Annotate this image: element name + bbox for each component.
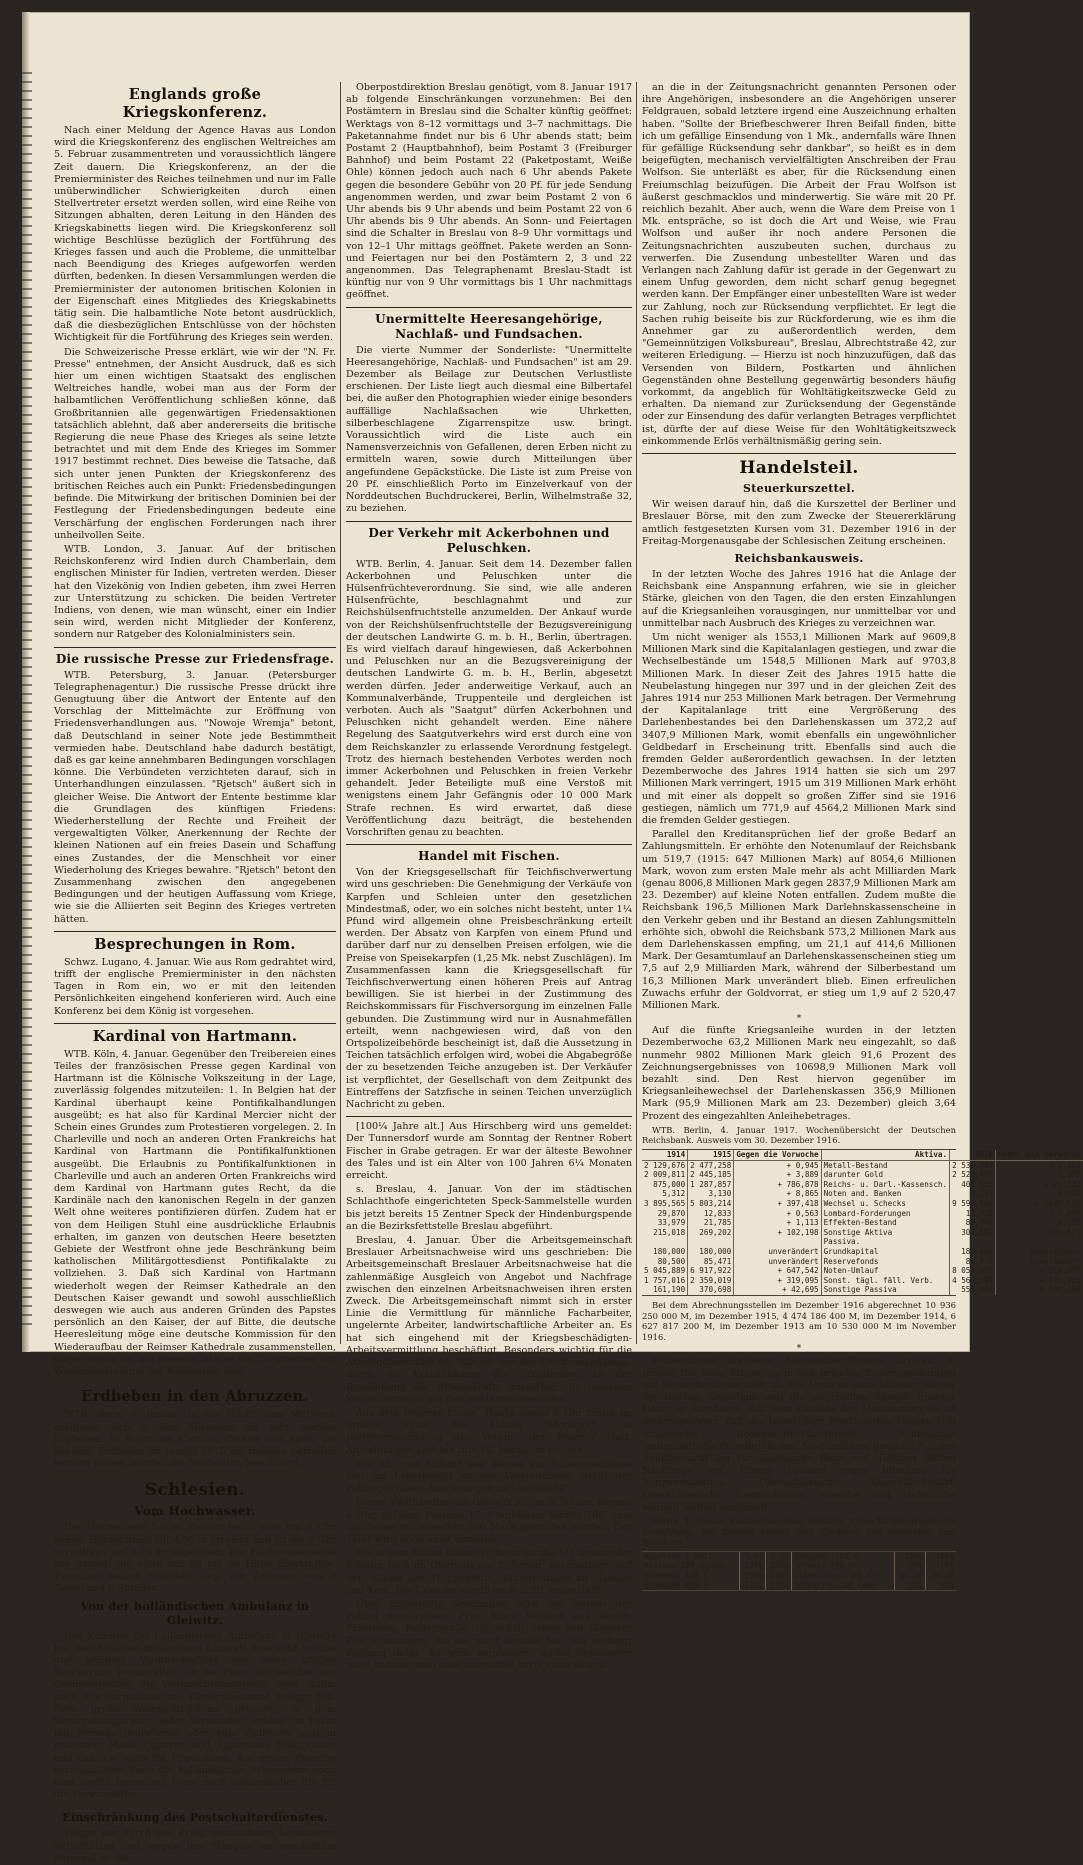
- table-cell: 180,000: [950, 1247, 996, 1257]
- table-header-cell: 1914: [642, 1150, 688, 1160]
- table-footnote: Bei dem Abrechnungsstellen im Dezember 1916 abgerechnet 10 936 250 000 M, im Dezember 1915, 4 474 186 400 M, im Dezember 1914, 6 627 817 200 M, im Dezember 1913 am 10 530 000 M im November 1916.: [642, 1299, 956, 1342]
- table-body: [642, 1552, 956, 1590]
- headline-russische-presse: Die russische Presse zur Friedensfrage.: [55, 651, 335, 666]
- table-cell: Schweiz 100 Fr.: [791, 1561, 894, 1571]
- reichsbank-table: [642, 1150, 1083, 1295]
- table-cell: 171¾: [765, 1581, 791, 1591]
- table-cell: 21,785: [688, 1218, 734, 1228]
- table-cell: 9 590,568: [950, 1199, 996, 1209]
- table-cell: 5,55: [765, 1552, 791, 1562]
- table-cell: 89,749: [950, 1218, 996, 1228]
- table-cell: Reservefonds: [821, 1257, 949, 1267]
- table-cell: + 397,418: [734, 1199, 821, 1209]
- table-cell: Norwegen 100 Kr.: [791, 1552, 894, 1562]
- article-paragraph: Die vierte Nummer der Sonderliste: "Unermittelte Heeresangehörige, Nachlaß- und Fundsachen" ist am 29. Dezember als Beilage zur Deutschen Verlustliste erschienen. Der Liste liegt auch diesmal eine Bilbertafel bei, die außer den Photographien wieder einige besonders auffällige Nachlaßsachen wie Uhrketten, silberbeschlagene Zigarrenspitze usw. bringt. Voraussichtlich wird die Liste auch ein Namensverzeichnis von Gefallenen, deren Erben nicht zu ermitteln waren, sowie durch Mitteilungen über angefundene Gepäckstücke. Die Liste ist zum Preise von 20 Pf. einschließlich Porto im Einzelverkauf von der Norddeutschen Buchdruckerei, Berlin, Wilhelmstraße 32, zu beziehen.: [346, 344, 632, 515]
- article-divider: [346, 1116, 632, 1117]
- table-row: [642, 1266, 1083, 1276]
- table-caption: WTB. Berlin, 4. Januar 1917. Wochenübersicht der Deutschen Reichsbank. Ausweis vom 30. Dezember 1916.: [642, 1124, 956, 1146]
- column-1: [54, 82, 336, 1864]
- table-cell: 2 129,676: [644, 1160, 686, 1170]
- table-cell: [688, 1237, 734, 1247]
- article-paragraph: Die Schweizerische Presse erklärt, wie wir der "N. Fr. Presse" entnehmen, der Ansicht Ausdruck, daß es sich hier um einen wichtigen Staatsakt des englischen Weltreiches handle, wobei man aus der Form der halbamtlichen Veröffentlichung schließen könne, daß Großbritannien alle gegenwärtigen Friedensaktionen tatsächlich ablehnt, daß aber andererseits die britische Regierung die neue Phase des Krieges als seine letzte betrachtet und mit dem Ende des Krieges im Sommer 1917 bestimmt rechnet. Dies beweise die Tatsache, daß sich unter jenen Punkten der Kriegskonferenz des britischen Reiches auch ein Punkt: Friedensbedingungen befinde. Die Mitwirkung der britischen Dominien bei der Festlegung der Friedensbedingungen bedeute eine Verschärfung der englischen Forderungen nach ihrer unheilvollen Seite.: [54, 346, 336, 541]
- table-cell: Öster.-Ung. 100 Kr.: [791, 1571, 894, 1581]
- table-cell: Grundkapital: [821, 1247, 949, 1257]
- table-cell: + 1,113: [734, 1218, 821, 1228]
- headline-ackerbohnen-peluschken: Der Verkehr mit Ackerbohnen und Peluschken.: [368, 525, 610, 555]
- article-paragraph: Um nicht weniger als 1553,1 Millionen Mark auf 9609,8 Millionen Mark sind die Kapitalanlagen gestiegen, und zwar die Wechselbestände um 1548,5 Millionen Mark auf 9703,8 Millionen Mark. In dieser Zeit des Jahres 1915 hatte die Neubelastung hingegen nur 397 und in der gleichen Zeit des Jahres 1914 nur 253 Millionen Mark betragen. Der Vermehrung der Kapitalanlage tritt eine Vergrößerung des Darlehenbestandes bei den Darlehenskassen um 372,2 auf 3407,9 Millionen Mark, womit ebenfalls ein ungewöhnlicher Geldbedarf in Erscheinung tritt. Ebenfalls sind auch die fremden Gelder außerordentlich gewachsen. In der letzten Dezemberwoche des Jahres 1914 hatten sie sich um 297 Millionen Mark verringert, 1915 um 319 Millionen Mark erhöht und mit einer als doppelt so großen Ziffer sind sie 1916 gestiegen, nämlich um 771,9 auf 4564,2 Millionen Mark sind die fremden Gelder gestiegen.: [642, 631, 956, 826]
- article-paragraph: Wegen der durch den Krieg geschaffenen besonderen Verhältnisse und wegen des Mangels an geschultem Personal ist die: [54, 1828, 336, 1864]
- headline-erdbeben-abruzzen: Erdbeben in den Abruzzen.: [81, 1388, 309, 1406]
- table-cell: 235¼: [765, 1561, 791, 1571]
- table-cell: unverändert: [996, 1257, 1083, 1267]
- table-cell: Bulgarien 100 Lewa: [791, 1581, 894, 1591]
- table-header-cell: Gegen die Vorwoche: [734, 1150, 821, 1160]
- table-cell: 12,833: [688, 1209, 734, 1219]
- article-divider: [346, 307, 632, 308]
- article-paragraph: Das Komitee der holländischen Ambulanz in Gleiwitz hat den Soldaten im dortigen Lazarett eine sehr schöne und würdige Weihnachtsfeier mit einer großen Bescherung veranstaltet. An der Feier, bei welcher der Garnisonpfarrer die Weihnachtsansprache hielt, nahm auch der Garnisonälteste, Generalleutnant Krieger teil. Zwei große Weihnachtsbäume brannten in dem Versammlungsraum. Jeder Verwundete erhielt ein Paket mit warmes Wollwhemd oder eine Wollweste und in reichstem Maße Zigarren und Zigaretten, Süßigkeiten und Gebäck; auch für Erquickung. Am ersten Feiertag veranstalteten bann die holländischen Schwestern noch eine zweite besondere Feier nach holländischer Art für die Verwundeten.: [54, 1630, 336, 1801]
- article-paragraph: Breslau, 4. Januar. Über die Arbeitsgemeinschaft Breslauer Arbeitsnachweise wird uns geschrieben: Die Arbeitsgemeinschaft Breslauer Arbeitsnachweise hat die zahlenmäßige Ausgleich von Angebot und Nachfrage zwischen den einzelnen Arbeitsnachweisen ihren ersten Zweck. Die Arbeitsgemeinschaft nimmt sich in erster Linie die Vermittlung für männliche Facharbeiter, ungelernte Arbeiter, landwirtschaftliche Arbeiter an. Es hat sich eingehend mit der Kriegsbeschädigten-Arbeitsvermittlung beschäftigt. Besonders wichtig für die Arbeitgeberschaft ist, daß sie von der Ortskrankenkasse, durch die Krankenkasse der Arbeitgeber, an der Beschaffung der Arbeitskräfte mitwirken. Es bestehen Vereinbarungen mit den Reklamationsstellen.: [346, 1235, 632, 1405]
- section-star-divider: *: [796, 1014, 802, 1025]
- article-paragraph: Von der Kriegsgesellschaft für Teichfischverwertung wird uns geschrieben: Die Genehmigung der Verkäufe von Karpfen und Schleien unter den gesetzlichen Mindestmaß, oder, wo ein solches nicht besteht, unter 1¼ Pfund wird allgemein ohne Preisbeschränkung erteilt werden. Der Absatz von Karpfen von einem Pfund und darüber darf nur zu denselben Preisen erfolgen, wie die Preise von Speisekarpfen (1,25 Mk. nebst Zuschlägen). Im Zusammenfassen kann die Kriegsgesellschaft für Teichfischverwertung einen höheren Preis auf Antrag bewilligen. Sie ist hierbei in der Zustimmung des Reichskommissars für Fischversorgung im einzelnen Falle gebunden. Die Zustimmung wird nur in Ausnahmefällen erteilt, wenn nachgewiesen wird, daß von den Ortspolizeibehörde bescheinigt ist, daß die Aussetzung in Teichen tatsächlich erfolgen wird, wobei die Abgabegröße der zu besetzenden Teiche anzugeben ist. Der Verkäufer ist verpflichtet, der Gesellschaft von dem Zeitpunkt des Eintreffens der Satzfische in seinen Teichen unverzüglich Nachricht zu geben.: [346, 867, 632, 1111]
- headline-reichsbankausweis: Reichsbankausweis.: [734, 551, 864, 565]
- table-cell: + 3,889: [734, 1170, 821, 1180]
- table-row: [642, 1571, 956, 1581]
- article-paragraph: Über unbestellte Sendungen wird uns seitens der Polizei geschrieben: Frau Klara Wolfson aus Berlin-Friedenau, Fehlerstraße 19, erhält schon seit längerer Zeit Sendungen, die sie nicht bestellt hat. Sie verlangt Zahlung dafür. Es wird empfohlen, solche Sendungen nicht anzunehmen oder uneröffnet zurückzuschicken.: [346, 1598, 632, 1671]
- facing-page-edge: [22, 72, 32, 1332]
- article-paragraph: Wir weisen darauf hin, daß die Kurszettel der Berliner und Breslauer Börse, mit den zum Zwecke der Steuererklärung amtlich festgesetzten Kursen vom 31. Dezember 1916 in der Freitag-Morgenausgabe der Schlesischen Zeitung erscheinen.: [642, 499, 956, 547]
- table-cell: Schweden 100 Kr.: [644, 1580, 718, 1590]
- article-paragraph: Nach einer Meldung der Agence Havas aus London wird die Kriegskonferenz des englischen Weltreiches am 5. Februar zusammentreten und voraussichtlich längere Zeit dauern. Die Kriegskonferenz, an der die Premierminister des Reiches teilnehmen und nur im Falle unüberwindlicher Schwierigkeiten durch einen Stellvertreter ersetzt werden sollen, wird eine Reihe von Sitzungen abhalten, deren Leitung in den Händen des Kriegskabinetts liegen wird. Die Kriegskonferenz soll wichtige Beschlüsse bezüglich der Fortführung des Krieges fassen und auch die Probleme, die unmittelbar nach Beendigung des Krieges aufgeworfen werden dürften, bedenken. In diesen Versammlungen werden die Premierminister der autonomen britischen Kolonien in der Eigenschaft eines Mitgliedes des Kriegskabinetts tätig sein. Die halbamtliche Note betont ausdrücklich, daß die diesbezüglichen Entschlüsse von der höchsten Wichtigkeit für die Fortführung des Krieges sein werden.: [54, 125, 336, 344]
- table-cell: 159¼: [739, 1571, 765, 1581]
- table-header-cell: Gegen die Vorwoche: [996, 1150, 1083, 1160]
- article-paragraph: WTB. Bern, 4. Januar. In der Nacht zum Mittwoch ereignete sich in den Abruzzen ein sehr starkes Erdbeben. In Avezzano, Cerchio, Celano und Ajelli, die bei dem Erdbeben im Januar 1915 am meisten betroffen worden waren, wurden die Neubauten beschädigt.: [54, 1409, 336, 1470]
- table-cell: + 21,142: [996, 1180, 1083, 1190]
- table-cell: + 0,945: [734, 1160, 821, 1170]
- table-cell: 234¾: [739, 1561, 765, 1571]
- table-header-cell: 1916: [950, 1150, 996, 1160]
- table-cell: 875,000: [653, 1179, 686, 1189]
- article-paragraph: Parallel den Kreditansprüchen lief der große Bedarf an Zahlungsmitteln. Er erhöhte den Notenumlauf der Reichsbank um 519,7 (1915: 647 Millionen Mark) auf 8054,6 Millionen Mark, wovon zum ersten Male mehr als acht Milliarden Mark (genau 8006,8 Millionen Mark gegen 2837,9 Millionen Mark am 23. Dezember) auf kleine Noten entfallen. Zudem mußte die Reichsbank 196,5 Millionen Mark Darlehnskassenscheine in den Verkehr geben und ihr Bestand an diesen Zahlungsmitteln erhöhte sich, obwohl die Reichsbank 573,2 Millionen Mark aus dem Darlehenskassen empfing, um 21,1 auf 414,6 Millionen Mark. Der Gesamtumlauf an Darlehenskassenscheinen stieg um 7,5 auf 2,9 Milliarden Mark, während der Silberbestand um 16,3 Millionen Mark unverändert blieb. Einen erfreulichen Zuwachs erfuhr der Goldvorrat, er stieg um 1,9 auf 2 520,47 Millionen Mark.: [642, 829, 956, 1012]
- table-cell: 161,190: [653, 1285, 686, 1295]
- article-divider: [54, 1475, 336, 1476]
- article-divider: [346, 521, 632, 522]
- table-cell: [642, 1237, 688, 1247]
- table-cell: + 771,913: [996, 1276, 1083, 1286]
- article-paragraph: Die An- und Abfahrt der Wagen am Schauspielhause und am Lobetheater zu den Vorstellungen erläßt der Polizeipräsident Anordnungen im "Amtsblatt".: [346, 1458, 632, 1495]
- table-cell: 555,845: [950, 1285, 996, 1295]
- table-cell: + 1,897: [996, 1170, 1083, 1180]
- table-row: [642, 1209, 1083, 1219]
- table-cell: 4 564,194: [950, 1276, 996, 1286]
- table-cell: 64,20: [894, 1571, 925, 1581]
- table-cell: + 519,676: [996, 1266, 1083, 1276]
- table-cell: Wechsel u. Schecks: [821, 1199, 949, 1209]
- section-star-divider: *: [796, 1344, 802, 1355]
- table-row: [642, 1552, 956, 1562]
- table-cell: 159¾: [765, 1571, 791, 1581]
- table-cell: 2 520,473: [950, 1170, 996, 1180]
- article-divider: [54, 1806, 336, 1807]
- table-cell: 2 009,811: [644, 1170, 686, 1180]
- headline-steuerkurszettel: Steuerkurszettel.: [743, 482, 855, 496]
- table-cell: + 42,695: [734, 1285, 821, 1295]
- table-cell: 2 445,185: [688, 1170, 734, 1180]
- table-cell: 85,471: [950, 1257, 996, 1267]
- table-header-row: [642, 1150, 1083, 1160]
- table-cell: 116¾: [925, 1561, 956, 1571]
- section-heading-schlesien: Schlesien.: [144, 1480, 246, 1501]
- table-cell: New-York 1 Doll.: [644, 1551, 718, 1561]
- article-divider: [642, 453, 956, 454]
- article-paragraph: Das Hochwasser hat in Ratibor heute früh um 6 Uhr seinen Höchststand mit 4,80 m erreicht und ist bis 8 Uhr vormittags auf 4,76 m abgefallen. Die Hochwasserwelle hat danach die erste um 20 cm an Höhe übertroffen. Zwischen beiden Scheiteln liegt ein Zeitraum von 3 Tagen und 8 Stunden.: [54, 1522, 336, 1595]
- article-divider: [54, 931, 336, 932]
- table-row: [642, 1247, 1083, 1257]
- article-paragraph: Aus dem Posener Lande. Heute abend 8 Uhr findet im großen Saale des Hotels "Monopol" die Jahresversammlung des Vereins der Posener statt. Anmeldungen sind bis zum 14. Januar zu richten.: [346, 1407, 632, 1456]
- headline-besprechungen-rom: Besprechungen in Rom.: [94, 935, 296, 953]
- article-paragraph: WTB. London, 3. Januar. Auf der britischen Reichskonferenz wird Indien durch Chamberlain, dem englischen Minister für Indien, vertreten werden. Dieser hat den Vizekönig von Indien gebeten, ihm zwei Herren zur Unterstützung zu schicken. Die beiden Vertreter Indiens, von denen, wie man wünscht, einer ein Indier sein wird, werden nicht Mitglieder der Konferenz, sondern nur Ratgeber des Kolonialministers sein.: [54, 543, 336, 641]
- table-cell: 269,202: [688, 1228, 734, 1238]
- table-cell: + 1,400: [996, 1160, 1083, 1170]
- table-cell: 29,870: [657, 1208, 686, 1218]
- column-3: [642, 82, 1081, 1590]
- table-cell: + 1548,533: [996, 1199, 1083, 1209]
- table-cell: + 786,878: [734, 1180, 821, 1190]
- headline-hochwasser: Vom Hochwasser.: [134, 1504, 256, 1519]
- table-cell: 1 287,857: [688, 1180, 734, 1190]
- table-row: [642, 1285, 1083, 1295]
- table-cell: [734, 1237, 821, 1247]
- table-cell: + 102,198: [734, 1228, 821, 1238]
- headline-englands-kriegskonferenz: Englands große Kriegskonferenz.: [122, 86, 268, 121]
- table-row: [642, 1237, 1083, 1247]
- table-row: [642, 1561, 956, 1571]
- table-cell: Passiva.: [821, 1237, 949, 1247]
- table-cell: Reichs- u. Darl.-Kassensch.: [821, 1180, 949, 1190]
- table-cell: 3,130: [688, 1189, 734, 1199]
- table-cell: — 3,029: [996, 1189, 1083, 1199]
- exchange-table: [642, 1552, 956, 1590]
- article-paragraph: Verbandsung Breslauer Börsenintereffenten. Breslau, 4. Januar. Die feste Stimmung in den privaten Zusammenkünften der Börsenbesucher hielt an. Die Ursache dazu bildeten wieder der flüssige Geldstand und die siegreichen Kämpfe unserer Heere in Rumänien. Aus dem Gebiete des Montanmarktes ist bemerkenswert; daß der heimischen Fondsmärkte zeigten sich schlesische Bodenkredit-Pfandbriefe, Schlesische landschaftliche Pfandbriefe und Stadtanleihen gesucht. Auf den Banktiemarkt lag für Sächsische Bank und Tielitzer Aktien Nachfrage vor. Erneut bestand reges Interesse für Bergwerksaktien. Oberschlesische Eisenbahnbedarf, Oberschlesische Eisenindustrie, Giesche und Hohenlohe wurden lebhaft gehandelt.: [642, 1355, 956, 1513]
- newspaper-page: [22, 12, 1081, 1864]
- table-cell: 2 359,019: [688, 1276, 734, 1286]
- table-cell: Metall-Bestand: [821, 1160, 949, 1170]
- table-cell: + 6,116: [996, 1218, 1083, 1228]
- table-cell: 165¾: [925, 1552, 956, 1562]
- headline-postschalterdienst: Einschränkung des Postschalterdienstes.: [62, 1811, 328, 1825]
- article-paragraph: s. Breslau, 4. Januar. Von der im städtischen Schlachthofe eingerichteten Speck-Sammelstelle wurden bis jetzt bereits 15 Zentner Speck der Hindenburgspende an die Bezirksfettstelle Breslau abgeführt.: [346, 1184, 632, 1232]
- table-cell: 79¼: [894, 1581, 925, 1591]
- table-cell: 5,312: [662, 1189, 686, 1199]
- table-cell: 64,30: [925, 1571, 956, 1581]
- table-cell: Holland 100 Gulden: [644, 1561, 727, 1571]
- table-row: [642, 1218, 1083, 1228]
- table-row: [642, 1189, 1083, 1199]
- table-row: [642, 1276, 1083, 1286]
- table-cell: Sonstige Aktiva: [821, 1228, 949, 1238]
- article-paragraph: In der letzten Woche des Jahres 1916 hat die Anlage der Reichsbank eine Anspannung erfahren, wie sie in gleicher Stärke, gleichen von den Tagen, die den ersten Einzahlungen auf die Kriegsanleihen vorausgingen, nur unmittelbar vor und unmittelbar nach Ausbruch des Krieges zu verzeichnen war.: [642, 568, 956, 629]
- table-cell: 215,018: [653, 1227, 686, 1237]
- table-cell: + 0,563: [734, 1209, 821, 1219]
- table-cell: Noten and. Banken: [821, 1189, 949, 1199]
- table-cell: + 101,189: [996, 1285, 1083, 1295]
- headline-handel-mit-fischen: Handel mit Fischen.: [418, 849, 560, 864]
- table-row: [642, 1257, 1083, 1267]
- table-cell: Noten-Umlauf: [821, 1266, 949, 1276]
- table-cell: [950, 1237, 996, 1247]
- table-cell: + 7,890: [996, 1209, 1083, 1219]
- table-cell: 5 803,214: [688, 1199, 734, 1209]
- article-divider: [54, 647, 336, 648]
- table-cell: Sonstige Passiva: [821, 1285, 949, 1295]
- table-cell: Dänemark 100 Kr.: [644, 1570, 718, 1580]
- table-cell: + 8,865: [734, 1189, 821, 1199]
- column-rule: [636, 82, 637, 1344]
- table-cell: unverändert: [734, 1247, 821, 1257]
- table-row: [642, 1581, 956, 1591]
- headline-kardinal-hartmann: Kardinal von Hartmann.: [92, 1027, 298, 1045]
- table-cell: 408,655: [950, 1180, 996, 1190]
- article-divider: [346, 844, 632, 845]
- table-row: [642, 1199, 1083, 1209]
- exchange-table-wrapper: [642, 1551, 956, 1591]
- table-cell: Effekten-Bestand: [821, 1218, 949, 1228]
- article-paragraph: WTB. Berlin, 4. Januar. Seit dem 14. Dezember fallen Ackerbohnen und Peluschken unter die Hülsenfrüchteverordnung. Sie sind, wie alle anderen Hülsenfrüchte, beschlagnahmt und zur Reichshülsenfruchtstelle anzumelden. Der Ankauf wurde von der Reichshülsenfruchtstelle der Bezugsvereinigung der deutschen Landwirte G. m. b. H., Berlin, übertragen. Es wird vielfach darauf hingewiesen, daß Ackerbohnen und Peluschken nur an die Bezugsvereinigung der deutschen Landwirte G. m. b. H., Berlin, abgesetzt werden dürfen. Jeder anderweitige Verkauf, auch an Kommunalverbände, Truppenteile und dergleichen ist verboten. Auch als "Saatgut" dürfen Ackerbohnen und Peluschken nicht gehandelt werden. Eine nähere Regelung des Saatgutverkehrs wird erst durch eine von dem Reichskanzler zu erlassende Verordnung festgelegt. Trotz des hiernach bestehenden Verbotes werden noch immer Ackerbohnen und Peluschken in freien Verkehr gehandelt. Jeder Beteiligte muß eine Verstoß mit wenigstens einem Jahr Gefängnis oder 10 000 Mark Strafe rechnen. Es wird erwartet, daß diese Veröffentlichung dazu beiträgt, die bestehenden Vorschriften genau zu beachten.: [346, 558, 632, 838]
- article-paragraph: WTB. Petersburg, 3. Januar. (Petersburger Telegraphenagentur.) Die russische Presse drückt ihre Genugtuung über die Antwort der Entente auf den Vorschlag der Mittelmächte zur Eröffnung von Friedensverhandlungen aus. "Nowoje Wremja" betont, daß Deutschland in seiner Note jede Bestimmtheit vermieden habe. Deutschland habe dadurch bestätigt, daß es gar keine annehmbaren Bedingungen vorschlagen könne. Die Verbündeten verzichteten darauf, sich in Unterhandlungen einzulassen. "Rjetsch" äußert sich in gleicher Weise. Die Antwort der Entente bestimme klar die Grundlagen des künftigen Friedens: Wiederherstellung der Rechte und Freiheit der vergewaltigten Völker, Anerkennung der Rechte der kleinen Nationen auf ein freies Dasein und Schaffung eines Zustandes, der die Menschheit vor einer Wiederholung des Krieges bewahre. "Rjetsch" betont den Zusammenhang zwischen den angegebenen Bedingungen und der heutigen Auffassung vom Kriege, wie sie die Alliierten seit Beginn des Krieges vertreten hätten.: [54, 669, 336, 925]
- table-cell: 6 917,922: [688, 1266, 734, 1276]
- column-2: [346, 82, 632, 1671]
- article-paragraph: Schwz. Lugano, 4. Januar. Wie aus Rom gedrahtet wird, trifft der englische Premierminister in den nächsten Tagen in Rom ein, wo er mit den leitenden Persönlichkeiten eingehend konferieren wird. Auch eine Konferenz bei dem König ist vorgesehen.: [54, 956, 336, 1017]
- headline-unermittelte-heeresangehoerige: Unermittelte Heeresangehörige, Nachlaß- und Fundsachen.: [375, 311, 603, 341]
- table-cell: 85,471: [688, 1257, 734, 1267]
- article-paragraph: an die in der Zeitungsnachricht genannten Personen oder ihre Angehörigen, insbesondere an die Angehörigen unserer Feldgrauen, sobald letztere irgend eine Auszeichnung erhalten haben. "Sollte der Briefbeschwerer Ihren Beifall finden, bitte ich um gefällige Einsendung von 1 Mk., andernfalls wäre Ihnen für gefällige Rücksendung sehr dankbar", so heißt es in dem beigefügten, mechanisch vervielfältigten Anschreiben der Frau Wolfson. Sie unterläßt es aber, für die Rücksendung einen Freiumschlag beizufügen. Die Arbeit der Frau Wolfson ist äußerst geschmacklos und minderwertig. Sie wäre mit 20 Pf. reichlich bezahlt. Aber auch, wenn die Ware dem Preise von 1 Mk. entspräche, so ist doch die Art und Weise, wie Frau Wolfson und außer ihr noch andere Personen die Zeitungsnachrichten auszubeuten suchen, durchaus zu verwerfen. Die Zusendung unbestellter Waren und das Verlangen nach Zahlung dafür ist gerade in der Gegenwart zu einem Unfug geworden, dem nicht scharf genug begegnet werden kann. Der Empfänger einer unbestellten Ware ist weder zur Zahlung, noch zur Rücksendung verpflichtet. Er legt die Sachen ruhig beiseite bis zur Rückforderung, wie es ihm die Annehmer gar zu außerordentlich werden, dem "Gemeinnützigen Volksbureau", Breslau, Albrechtstraße 42, zur weiteren Erledigung. — Hierzu ist noch hinzuzufügen, daß das Versenden von Bildern, Postkarten und ähnlichen Gegenständen ohne Bestellung gegenwärtig besonders häufig vorkommt, da angeblich für Wohltätigkeitszwecke Geld zu erhalten. Da niemand zur Zurücksendung der Gegenstände oder zur Einsendung des dafür verlangten Betrages verpflichtet ist, dürfte der auf diese Weise für den Wohltätigkeitszweck einkommende Erlös verhältnismäßig gering sein.: [642, 82, 956, 447]
- article-paragraph: WTB. Köln, 4. Januar. Gegenüber den Treibereien eines Teiles der französischen Presse gegen Kardinal von Hartmann ist die Kölnische Volkszeitung in der Lage, zuverlässig folgendes mitzuteilen: 1. In Belgien hat der Kardinal überhaupt keine Pontifikalhandlungen ausgeübt; es hat also für Kardinal Mercier nicht der Schein eines Grundes zum Protestieren vorgelegen. 2. In Charleville und noch an anderen Orten Frankreichs hat Kardinal von Hartmann die Pontifikalfunktionen ausgeübt. Die Erlaubnis zu Pontifikalfunktionen in Charleville und auch an anderen Orten Frankreichs wird dem Kardinal von Hartmann gutes Recht, da die Kardinäle nach den kanonischen Regeln in der ganzen Welt ohne weiteres pontifizieren dürfen. Zudem hat er von dem Heiligen Stuhl eine ausdrückliche Erlaubnis erhalten, im ganzen von deutschen Heere besetzten Gebiete der Westfront ohne jede Beschränkung beim katholischen Militärgottesdienst Pontifikalakte zu vollziehen. 3. Daß sich Kardinal von Hartmann wiederholt wegen der Reimser Kathedrale an den Deutschen Kaiser gewandt und sowohl ausschließlich deswegen wie auch aus anderen Gründen des Papstes persönlich an den Kaiser, der auf Bitte, die deutsche Heeresleitung möge eine deutsche Kommission für den Wiederaufbau der Reimser Kathedrale zusammenstellen, eingegangen ist, das beweist, daß er ein Fürsprecher der Wiederherstellung der Kathedrale war.: [54, 1048, 336, 1378]
- table-cell: 165½: [894, 1552, 925, 1562]
- table-cell: + 319,095: [734, 1276, 821, 1286]
- headline-hollaendische-ambulanz: Von der holländischen Ambulanz in Gleiwitz.: [80, 1599, 310, 1627]
- article-divider: [54, 1383, 336, 1384]
- table-cell: Sonst. tägl. fäll. Verb.: [821, 1276, 949, 1286]
- table-cell: 171¼: [739, 1581, 765, 1591]
- table-cell: 1 757,016: [644, 1275, 686, 1285]
- table-cell: 307,582: [950, 1228, 996, 1238]
- table-cell: 3 895,565: [644, 1199, 686, 1208]
- article-paragraph: Auf die fünfte Kriegsanleihe wurden in der letzten Dezemberwoche 63,2 Millionen Mark neu eingezahlt, so daß nunmehr 9802 Millionen Mark gleich 91,6 Prozent des Zeichnungsergebnisses von 10698,9 Millionen Mark voll bezahlt sind. Den Rest hiervon gegenüber im Kriegsanleihewechsel der Darlehenskassen 356,9 Millionen Mark (95,9 Millionen Mark am 23. Dezember) gleich 3,64 Prozent des eingezahlten Anleihebetrages.: [642, 1025, 956, 1122]
- table-cell: unverändert: [996, 1247, 1083, 1257]
- table-row: [642, 1228, 1083, 1238]
- table-caption: Berlin, 4. Januar. Auslandswechsel. Amtliche Kurse für telegraphische Auszahlung. Die Banken kaufen zum Geldkurs und verkaufen zum Briefkurs.: [642, 1515, 956, 1548]
- table-body: [642, 1160, 1083, 1295]
- column-rule: [340, 82, 341, 1344]
- table-header-cell: 1915: [688, 1150, 734, 1160]
- table-cell: 370,698: [688, 1285, 734, 1295]
- table-cell: — 395,621: [996, 1228, 1083, 1238]
- table-row: [642, 1180, 1083, 1190]
- section-heading-handelsteil: Handelsteil.: [739, 458, 859, 479]
- table-cell: 180,000: [653, 1246, 686, 1256]
- article-paragraph: Einem Viehhändler aus Gleiwitz ist am 3. Januar, abends 6 Uhr, auf dem Postamt 17, Frankfurter Straße 108, eine Geldbörse mit ungefähr 300 Mark gestohlen worden. Der Täter wird noch nicht ermittelt.: [346, 1497, 632, 1545]
- article-paragraph: [100¼ Jahre alt.] Aus Hirschberg wird uns gemeldet: Der Tunnersdorf wurde am Sonntag der Rentner Robert Fischer in Grabe getragen. Er war der älteste Bewohner des Tales und ist ein Alter von 100 Jahren 6¼ Monaten erreicht.: [346, 1121, 632, 1182]
- table-row: [642, 1170, 1083, 1180]
- reichsbank-table-wrapper: [642, 1149, 1081, 1296]
- table-cell: 2 536,792: [950, 1160, 996, 1170]
- table-cell: 12,928: [950, 1209, 996, 1219]
- table-cell: 180,000: [688, 1247, 734, 1257]
- table-cell: + 647,542: [734, 1266, 821, 1276]
- table-row: [642, 1160, 1083, 1170]
- table-cell: 116¾: [894, 1561, 925, 1571]
- table-cell: 5,63: [739, 1552, 765, 1562]
- table-cell: darunter Gold: [821, 1170, 949, 1180]
- table-cell: 5 045,889: [644, 1266, 686, 1276]
- table-cell: 8 054,652: [950, 1266, 996, 1276]
- table-cell: 3,223: [950, 1189, 996, 1199]
- table-cell: Lombard-Forderungen: [821, 1209, 949, 1219]
- table-cell: 33,979: [657, 1218, 686, 1228]
- table-cell: 79¾: [925, 1581, 956, 1591]
- table-cell: 2 477,258: [688, 1160, 734, 1170]
- table-cell: unverändert: [734, 1257, 821, 1267]
- table-cell: [996, 1237, 1083, 1247]
- article-paragraph: Oberpostdirektion Breslau genötigt, vom 8. Januar 1917 ab folgende Einschränkungen vorzunehmen: Bei den Postämtern in Breslau sind die Schalter künftig geöffnet: Werktags von 8–12 vormittags und 3–7 nachmittags. Die Paketannahme findet nur bis 6 Uhr abends statt; beim Postamt 2 (Hauptbahnhof), beim Postamt 3 (Freiburger Bahnhof) und beim Postamt 22 (Paketpostamt, Weiße Ohle) können jedoch auch nach 6 Uhr abends Pakete gegen die besondere Gebühr von 20 Pf. für jede Sendung angenommen werden, und zwar beim Postamt 2 von 6 Uhr abends bis 9 Uhr abends und beim Postamt 22 von 6 Uhr abends bis 9 Uhr abends. An Sonn- und Feiertagen sind die Schalter in Breslau von 8–9 Uhr vormittags und von 12–1 Uhr mittags geöffnet. Pakete werden an Sonn- und Feiertagen nur bei den Postämtern 2, 3 und 22 angenommen. Das Telegraphenamt Breslau-Stadt ist künftig nur von 9 Uhr vormittags bis 1 Uhr nachmittags geöffnet.: [346, 82, 632, 301]
- article-paragraph: Ein in dem Hause Kaiser-Wilhelm-Straße 5/7 wohnender Schüler fand im Obermut am 3. Januar, nachmittags, auf dem Gleise des Treppenflurs, Brandwunden an Händen und Kopf. Die Ursache wurde noch nicht festgestellt.: [346, 1548, 632, 1596]
- table-header-cell: Aktiva.: [821, 1150, 949, 1160]
- table-cell: 80,500: [657, 1256, 686, 1266]
- article-divider: [54, 1023, 336, 1024]
